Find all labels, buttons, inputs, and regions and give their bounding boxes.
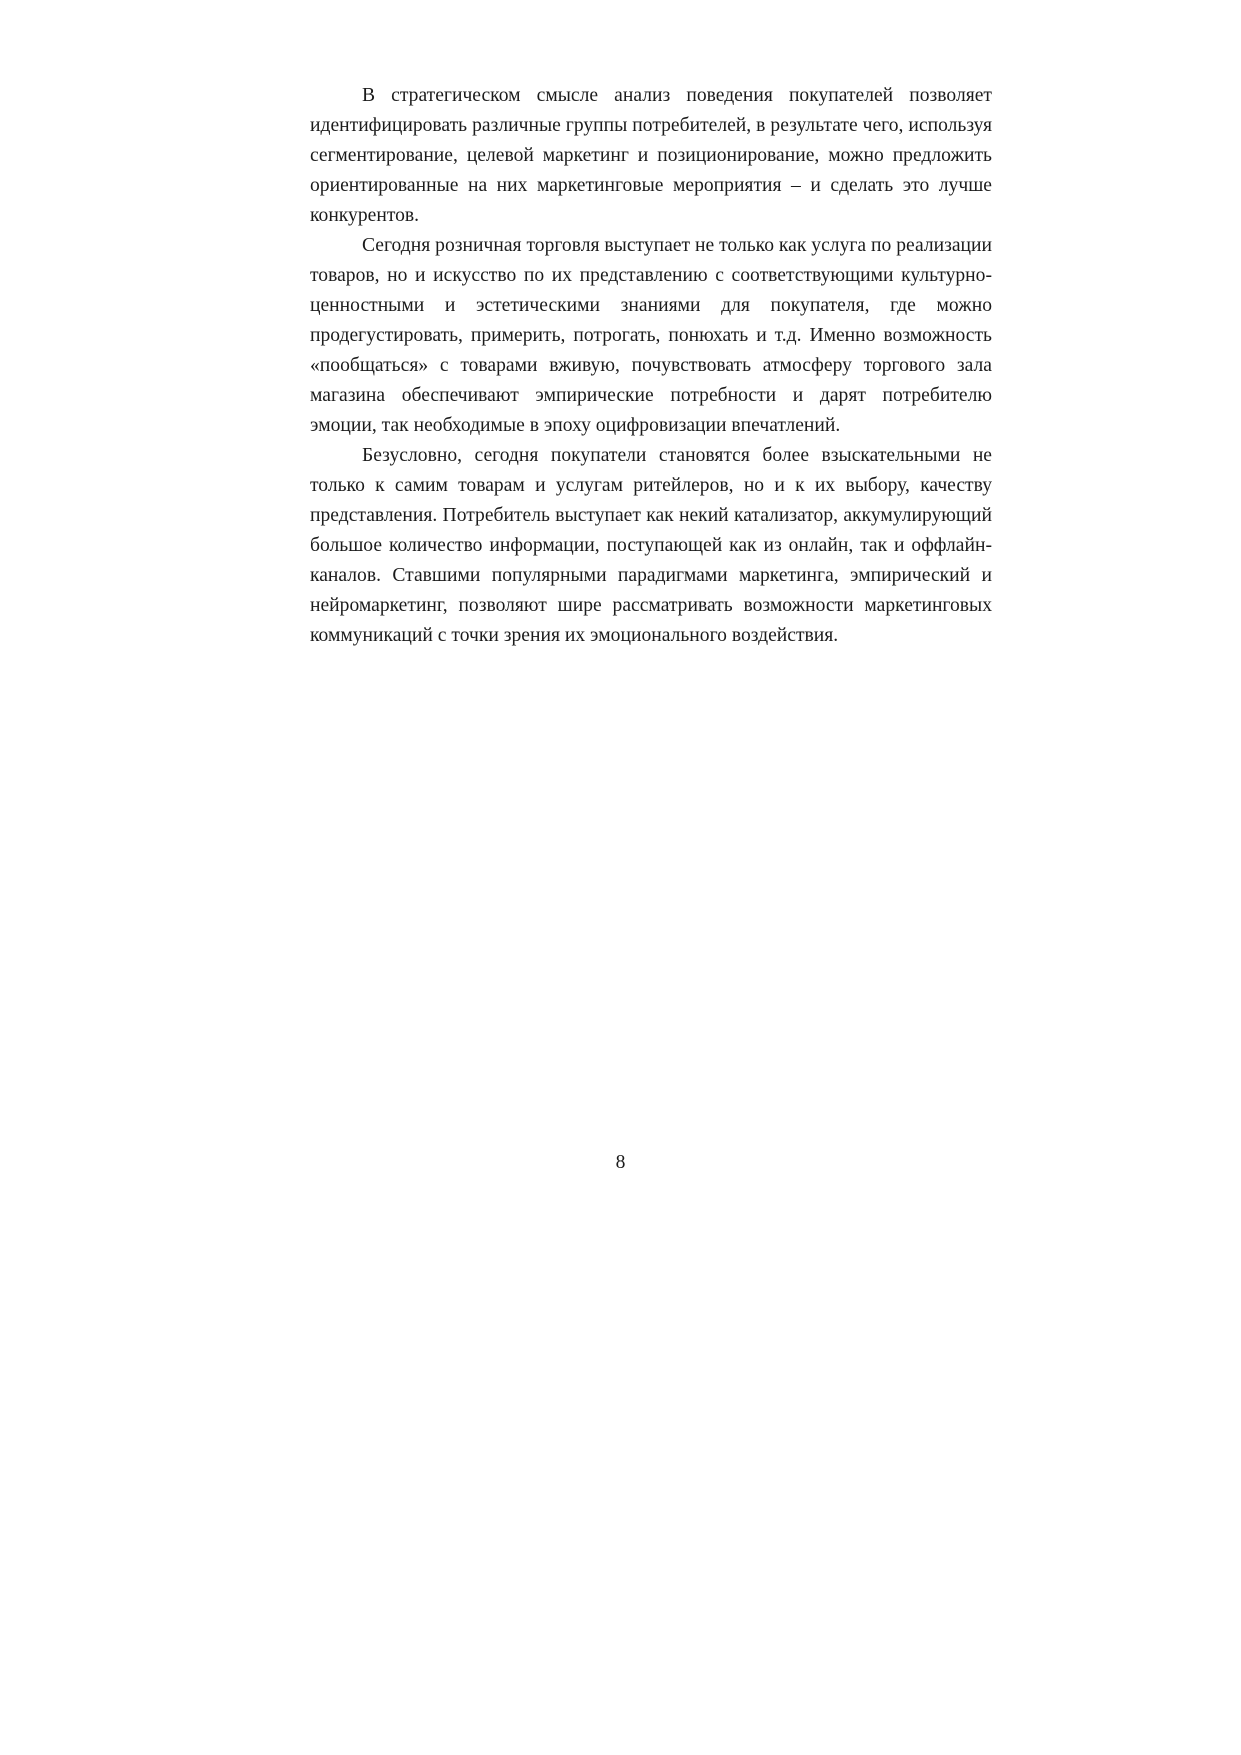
body-text — [310, 81, 992, 651]
paragraph-retail-today: Сегодня розничная торговля выступает не только как услуга по реализации товаров, но и искусство по их представлению с соответствующими культурно-ценностными и эстетическими знаниями для покупателя, где можно продегустировать, примерить, потрогать, понюхать и т.д. Именно возможность «пообщаться» с товарами вживую, почувствовать атмосферу торгового зала магазина обеспечивают эмпирические потребности и дарят потребителю эмоции, так необходимые в эпоху оцифровизации впечатлений. — [310, 235, 992, 436]
page-number: 8 — [615, 1152, 626, 1173]
paragraph-demanding-buyers: Безусловно, сегодня покупатели становятся более взыскательными не только к самим товарам и услугам ритейлеров, но и к их выбору, качеству представления. Потребитель выступает как некий катализатор, аккумулирующий большое количество информации, поступающей как из онлайн, так и оффлайн- каналов. Ставшими популярными парадигмами маркетинга, эмпирический и нейромаркетинг, позволяют шире рассматривать возможности маркетинговых коммуникаций с точки зрения их эмоционального воздействия. — [310, 445, 992, 646]
paragraph-strategic-analysis: В стратегическом смысле анализ поведения покупателей позволяет идентифицировать различные группы потребителей, в результате чего, используя сегментирование, целевой маркетинг и позиционирование, можно предложить ориентированные на них маркетинговые мероприятия – и сделать это лучше конкурентов. — [310, 85, 992, 226]
